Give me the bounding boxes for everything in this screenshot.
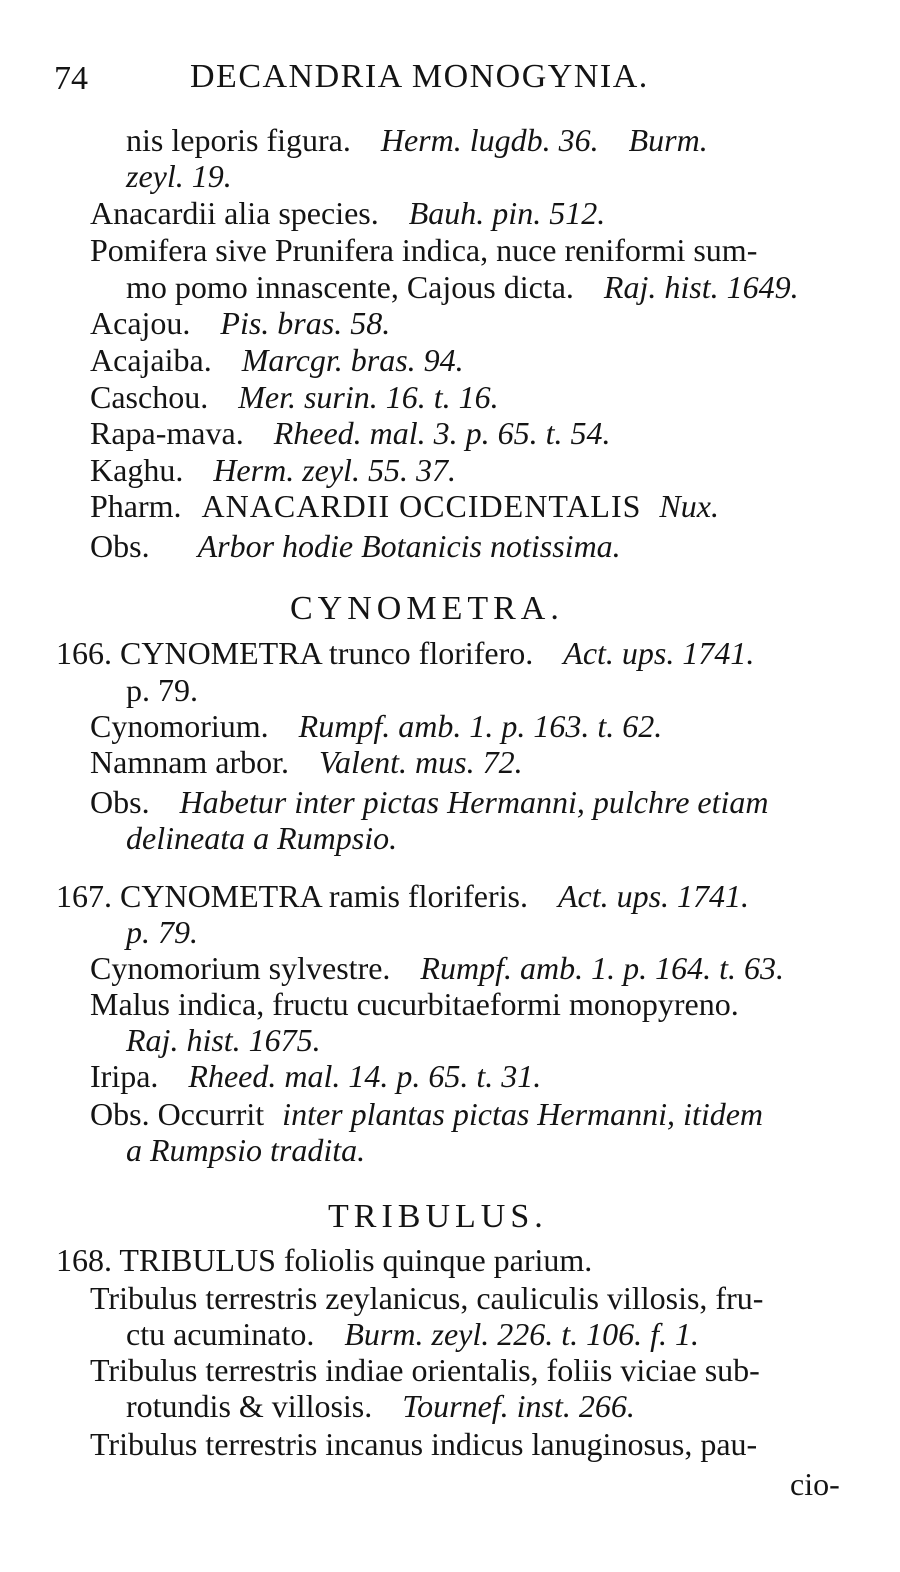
text-line [90,746,523,778]
text-line [90,381,499,413]
citation: Burm. [628,122,708,158]
line-text: Rapa-mava. [90,415,244,451]
line-text: Acajaiba. [90,342,212,378]
species-entry [56,880,749,912]
citation: Herm. lugdb. 36. [380,122,599,158]
line-text: Obs. [90,784,150,820]
running-title: DECANDRIA MONOGYNIA. [190,58,649,95]
line-text: Cynomorium. [90,708,269,744]
text-line [126,1390,635,1422]
citation: Raj. hist. 1649. [603,269,799,305]
text-line: p. 79. [126,914,198,950]
citation: Rumpf. amb. 1. p. 163. t. 62. [298,708,663,744]
text-line [90,530,621,562]
citation: Pis. bras. 58. [220,305,391,341]
text-line: Pomifera sive Prunifera indica, nuce reniformi sum- [90,232,758,268]
text-line [126,1318,699,1350]
citation: Mer. surin. 16. t. 16. [238,379,499,415]
species-entry [56,637,754,669]
text-line [90,1060,541,1092]
species-diagnosis: 167. CYNOMETRA ramis floriferis. [56,878,528,914]
genus-heading: TRIBULUS. [328,1198,548,1235]
line-text: Obs. Occurrit [90,1096,265,1132]
line-text: rotundis & villosis. [126,1388,373,1424]
citation: Act. ups. 1741. [563,635,755,671]
text-line [90,417,611,449]
observation: Arbor hodie Botanicis notissima. [197,528,621,564]
text-line: p. 79. [126,672,198,708]
citation: Act. ups. 1741. [557,878,750,914]
line-text: Kaghu. [90,452,184,488]
line-text: nis leporis figura. [126,122,351,158]
species-entry: 168. TRIBULUS foliolis quinque parium. [56,1242,593,1278]
citation: Valent. mus. 72. [319,744,523,780]
citation: Rheed. mal. 3. p. 65. t. 54. [273,415,611,451]
citation: Rumpf. amb. 1. p. 164. t. 63. [420,950,784,986]
text-line [90,710,662,742]
citation: Herm. zeyl. 55. 37. [213,452,456,488]
line-text: Obs. [90,528,150,564]
line-text: ctu acuminato. [126,1316,315,1352]
text-line: Tribulus terrestris zeylanicus, cauliculis villosis, fru- [90,1280,764,1316]
line-text: Cynomorium sylvestre. [90,950,391,986]
citation-line: zeyl. 19. [126,158,232,194]
line-text: Pharm. [90,488,182,524]
line-text: Anacardii alia species. [90,195,379,231]
citation: Bauh. pin. 512. [408,195,606,231]
line-text: Caschou. [90,379,209,415]
text-line [90,1098,763,1130]
observation-line: a Rumpsio tradita. [126,1132,366,1168]
line-text: Namnam arbor. [90,744,290,780]
line-text: Iripa. [90,1058,159,1094]
genus-heading: CYNOMETRA. [290,590,564,627]
text-line: Tribulus terrestris incanus indicus lanuginosus, pau- [90,1426,758,1462]
observation: inter plantas pictas Hermanni, itidem [282,1096,764,1132]
line-text: mo pomo innascente, Cajous dicta. [126,269,574,305]
text-line [90,454,456,486]
text-line [90,952,784,984]
text-line [90,344,464,376]
citation: Burm. zeyl. 226. t. 106. f. 1. [344,1316,700,1352]
text-line [126,271,799,303]
pharm-part: Nux. [659,488,719,524]
page-number: 74 [54,60,88,97]
text-line [90,307,390,339]
text-line: Malus indica, fructu cucurbitaeformi monopyreno. [90,986,739,1022]
text-line [90,490,719,522]
text-line [90,197,605,229]
observation: Habetur inter pictas Hermanni, pulchre etiam [179,784,769,820]
citation: Tournef. inst. 266. [402,1388,635,1424]
catchword: cio- [790,1466,840,1502]
citation-line: Raj. hist. 1675. [126,1022,321,1058]
text-line [90,786,769,818]
text-line [126,124,708,156]
citation: Rheed. mal. 14. p. 65. t. 31. [188,1058,542,1094]
text-line: Tribulus terrestris indiae orientalis, foliis viciae sub- [90,1352,760,1388]
species-diagnosis: 166. CYNOMETRA trunco florifero. [56,635,534,671]
observation-line: delineata a Rumpsio. [126,820,398,856]
citation: Marcgr. bras. 94. [241,342,464,378]
line-text: Acajou. [90,305,191,341]
pharm-name: ANACARDII OCCIDENTALIS [201,488,642,524]
